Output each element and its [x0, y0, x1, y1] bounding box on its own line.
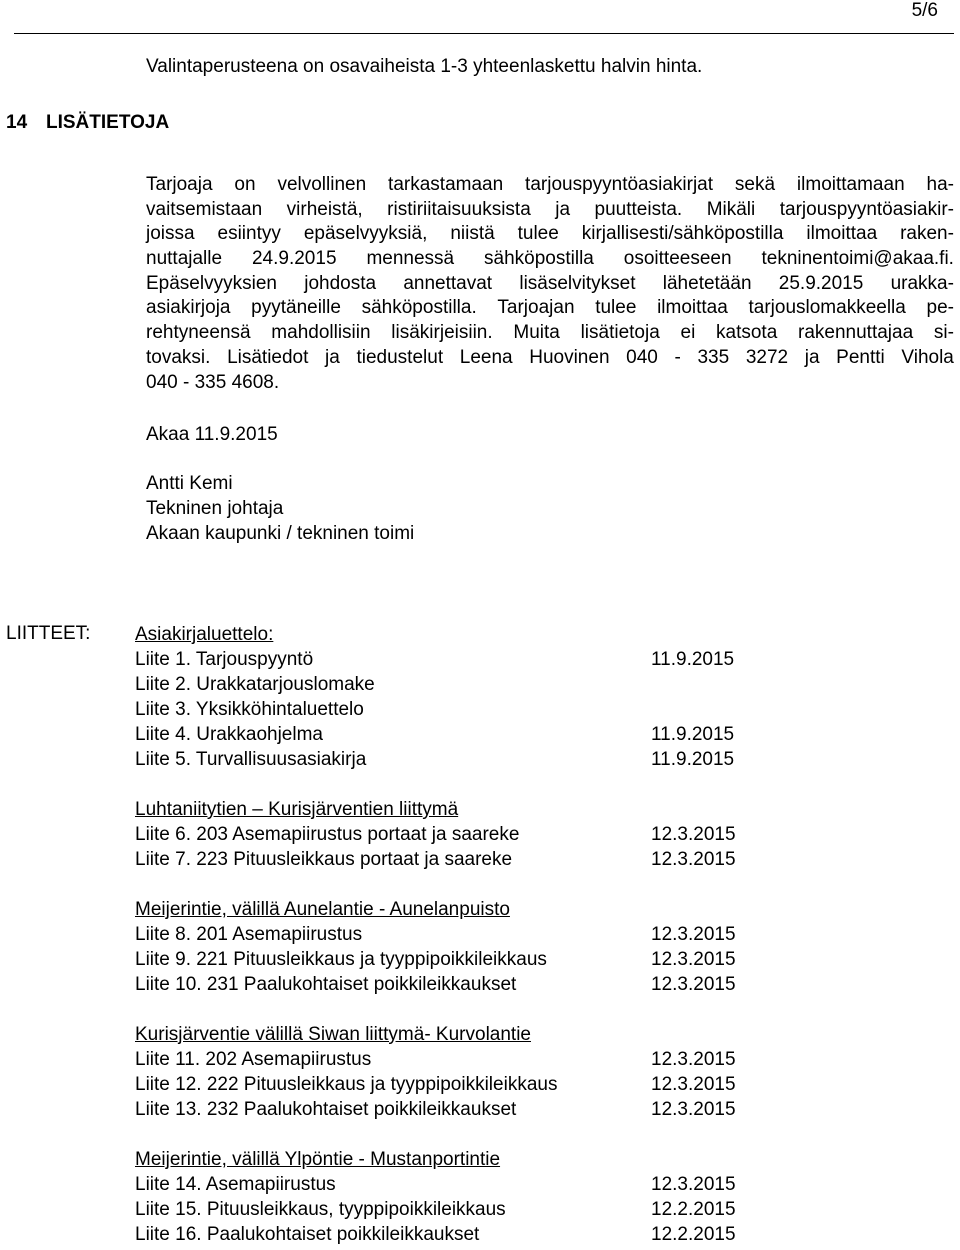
paragraph-word: sekä [734, 174, 776, 195]
paragraph-word: tarkastamaan [388, 174, 504, 195]
attachment-date: 12.3.2015 [651, 1074, 736, 1095]
paragraph-word: ilmoittamaan [796, 174, 905, 195]
paragraph-word: si- [933, 322, 954, 344]
intro-text: Valintaperusteena on osavaiheista 1-3 yhteenlaskettu halvin hinta. [146, 56, 703, 77]
paragraph-word: ristiriitaisuuksista [387, 198, 531, 220]
attachment-item [135, 1047, 775, 1072]
paragraph-line [146, 198, 954, 223]
attachments-label: LIITTEET: [6, 623, 91, 644]
paragraph-line [146, 272, 954, 297]
attachment-label: Liite 16. Paalukohtaiset poikkileikkaukset [135, 1224, 480, 1245]
attachment-date: 12.2.2015 [651, 1199, 736, 1220]
paragraph-word: johdosta [304, 272, 377, 294]
paragraph-word: velvollinen [277, 174, 367, 195]
attachment-label: Liite 2. Urakkatarjouslomake [135, 674, 375, 695]
attachment-item [135, 1172, 775, 1197]
paragraph-word: puutteista. [594, 198, 683, 220]
paragraph-word: ilmoittaa [657, 297, 728, 319]
page-number: 5/6 [911, 0, 938, 21]
attachment-item [135, 1097, 775, 1122]
paragraph-word: Mikäli [706, 198, 756, 220]
attachment-item [135, 847, 775, 872]
paragraph-word: lisäselvitykset [519, 272, 636, 294]
attachment-item [135, 947, 775, 972]
attachment-item [135, 697, 775, 722]
paragraph-line [146, 296, 954, 321]
paragraph-word: Tarjoajan [497, 297, 575, 319]
attachment-group-title: Meijerintie, välillä Ylpöntie - Mustanportintie [135, 1149, 501, 1170]
paragraph-word: nuttajalle [146, 248, 223, 270]
paragraph-word: annettavat [403, 272, 493, 294]
paragraph-word: tarjouspyyntöasiakirjat [525, 174, 714, 195]
attachment-item [135, 822, 775, 847]
paragraph-word: ja [804, 346, 820, 368]
paragraph-word: tekninentoimi@akaa.fi. [761, 248, 954, 270]
paragraph-word: tulee [595, 297, 637, 319]
paragraph-word: Huovinen [529, 346, 610, 368]
attachment-label: Liite 15. Pituusleikkaus, tyyppipoikkileikkaus [135, 1199, 506, 1220]
paragraph-word: osoitteeseen [623, 248, 732, 270]
attachment-group-title: Meijerintie, välillä Aunelantie - Aunelanpuisto [135, 899, 510, 920]
attachment-date: 11.9.2015 [651, 724, 735, 745]
attachment-item [135, 647, 775, 672]
paragraph-word: Muita [513, 322, 560, 344]
paragraph-word: 335 [697, 346, 730, 368]
attachment-label: Liite 10. 231 Paalukohtaiset poikkileikkaukset [135, 974, 517, 995]
attachment-item [135, 1197, 775, 1222]
paragraph-word: esiintyy [217, 223, 281, 245]
attachment-group-title: Luhtaniitytien – Kurisjärventien liittymä [135, 799, 459, 820]
paragraph-word: Lisätiedot [227, 346, 309, 368]
paragraph-word: 25.9.2015 [778, 272, 864, 294]
attachment-item [135, 722, 775, 747]
paragraph-word: joissa [146, 223, 195, 245]
paragraph-line [146, 247, 954, 272]
signer-name: Antti Kemi [146, 473, 233, 494]
paragraph-word: ja [555, 198, 571, 220]
paragraph-word: 24.9.2015 [251, 248, 337, 270]
paragraph-word: - [674, 346, 681, 368]
paragraph-word: tarjouslomakkeella [748, 297, 906, 319]
paragraph-word: 3272 [745, 346, 789, 368]
paragraph-word: ha- [926, 174, 954, 195]
paragraph-word: sähköpostilla [484, 248, 594, 270]
paragraph-line [146, 222, 954, 247]
paragraph-word: 040 - 335 4608. [146, 371, 280, 393]
section-heading [6, 111, 169, 135]
attachment-item [135, 1072, 775, 1097]
signer-title: Tekninen johtaja [146, 498, 284, 519]
place-date: Akaa 11.9.2015 [146, 424, 278, 445]
info-paragraph [146, 173, 954, 395]
attachment-group [135, 1147, 775, 1247]
paragraph-word: ei [680, 322, 696, 344]
paragraph-word: Tarjoaja [146, 174, 213, 195]
attachment-label: Liite 4. Urakkaohjelma [135, 724, 323, 745]
paragraph-word: katsota [716, 322, 778, 344]
signer-organization: Akaan kaupunki / tekninen toimi [146, 523, 415, 544]
paragraph-word: raken- [900, 223, 954, 245]
paragraph-line [146, 173, 954, 198]
attachment-label: Liite 5. Turvallisuusasiakirja [135, 749, 367, 770]
paragraph-word: Vihola [901, 346, 954, 368]
paragraph-word: Epäselvyyksien [146, 272, 277, 294]
attachment-label: Liite 1. Tarjouspyyntö [135, 649, 314, 670]
attachment-group [135, 1022, 775, 1122]
paragraph-word: ja [325, 346, 340, 368]
attachment-date: 11.9.2015 [651, 649, 735, 670]
attachment-group-title: Kurisjärventie välillä Siwan liittymä- Kurvolantie [135, 1024, 531, 1045]
attachment-date: 12.3.2015 [651, 849, 736, 870]
paragraph-line [146, 346, 954, 371]
attachment-item [135, 972, 775, 997]
attachment-item [135, 747, 775, 772]
attachment-date: 12.2.2015 [651, 1224, 736, 1245]
paragraph-word: ilmoittaa [806, 223, 878, 245]
attachment-label: Liite 11. 202 Asemapiirustus [135, 1049, 372, 1070]
attachment-label: Liite 9. 221 Pituusleikkaus ja tyyppipoikkileikkaus [135, 949, 547, 970]
attachment-date: 12.3.2015 [651, 1049, 736, 1070]
attachment-item [135, 672, 775, 697]
attachment-group [135, 897, 775, 997]
paragraph-word: pyytäneille [251, 297, 341, 319]
signature-block [146, 471, 414, 546]
paragraph-word: kirjallisesti/sähköpostilla [581, 223, 784, 245]
paragraph-word: pe- [926, 297, 954, 319]
section-title: LISÄTIETOJA [46, 112, 170, 133]
paragraph-line [146, 371, 954, 396]
attachment-label: Liite 8. 201 Asemapiirustus [135, 924, 363, 945]
attachment-label: Liite 13. 232 Paalukohtaiset poikkileikkaukset [135, 1099, 517, 1120]
paragraph-word: tulee [517, 223, 559, 245]
attachment-group-title: Asiakirjaluettelo: [135, 624, 274, 645]
attachment-label: Liite 7. 223 Pituusleikkaus portaat ja saareke [135, 849, 513, 870]
attachment-date: 12.3.2015 [651, 824, 736, 845]
attachment-group [135, 797, 775, 872]
paragraph-word: lisätietoja [580, 322, 660, 344]
attachment-item [135, 1222, 775, 1247]
paragraph-word: 040 [626, 346, 658, 368]
paragraph-word: lisäkirjeisiin. [391, 322, 493, 344]
paragraph-word: rehtyneensä [146, 322, 251, 344]
attachment-label: Liite 3. Yksikköhintaluettelo [135, 699, 364, 720]
attachment-date: 12.3.2015 [651, 1174, 736, 1195]
paragraph-word: lähetetään [662, 272, 752, 294]
attachment-label: Liite 6. 203 Asemapiirustus portaat ja saareke [135, 824, 520, 845]
paragraph-word: virheistä, [286, 198, 363, 220]
paragraph-word: rakennuttajaa [798, 322, 914, 344]
attachment-date: 12.3.2015 [651, 974, 736, 995]
attachment-date: 11.9.2015 [651, 749, 735, 770]
attachment-label: Liite 14. Asemapiirustus [135, 1174, 336, 1195]
section-number: 14 [6, 112, 28, 133]
attachment-date: 12.3.2015 [651, 1099, 736, 1120]
paragraph-word: asiakirjoja [146, 297, 231, 319]
paragraph-word: niistä [450, 223, 495, 245]
paragraph-word: epäselvyyksiä, [303, 223, 428, 245]
paragraph-word: on [234, 174, 256, 195]
attachment-date: 12.3.2015 [651, 924, 736, 945]
header-rule [14, 33, 954, 34]
paragraph-line [146, 321, 954, 346]
attachment-group [135, 622, 775, 772]
paragraph-word: mennessä [366, 248, 455, 270]
paragraph-word: tovaksi. [146, 346, 211, 368]
paragraph-word: Pentti [836, 346, 885, 368]
attachments-list [135, 622, 775, 1247]
paragraph-word: sähköpostilla. [361, 297, 477, 319]
attachment-label: Liite 12. 222 Pituusleikkaus ja tyyppipoikkileikkaus [135, 1074, 558, 1095]
paragraph-word: Leena [459, 346, 513, 368]
attachment-item [135, 922, 775, 947]
paragraph-word: tiedustelut [356, 346, 444, 368]
paragraph-word: urakka- [890, 272, 954, 294]
paragraph-word: vaitsemistaan [146, 198, 263, 220]
paragraph-word: mahdollisiin [271, 322, 371, 344]
attachment-date: 12.3.2015 [651, 949, 736, 970]
paragraph-word: tarjouspyyntöasiakir- [779, 198, 954, 220]
